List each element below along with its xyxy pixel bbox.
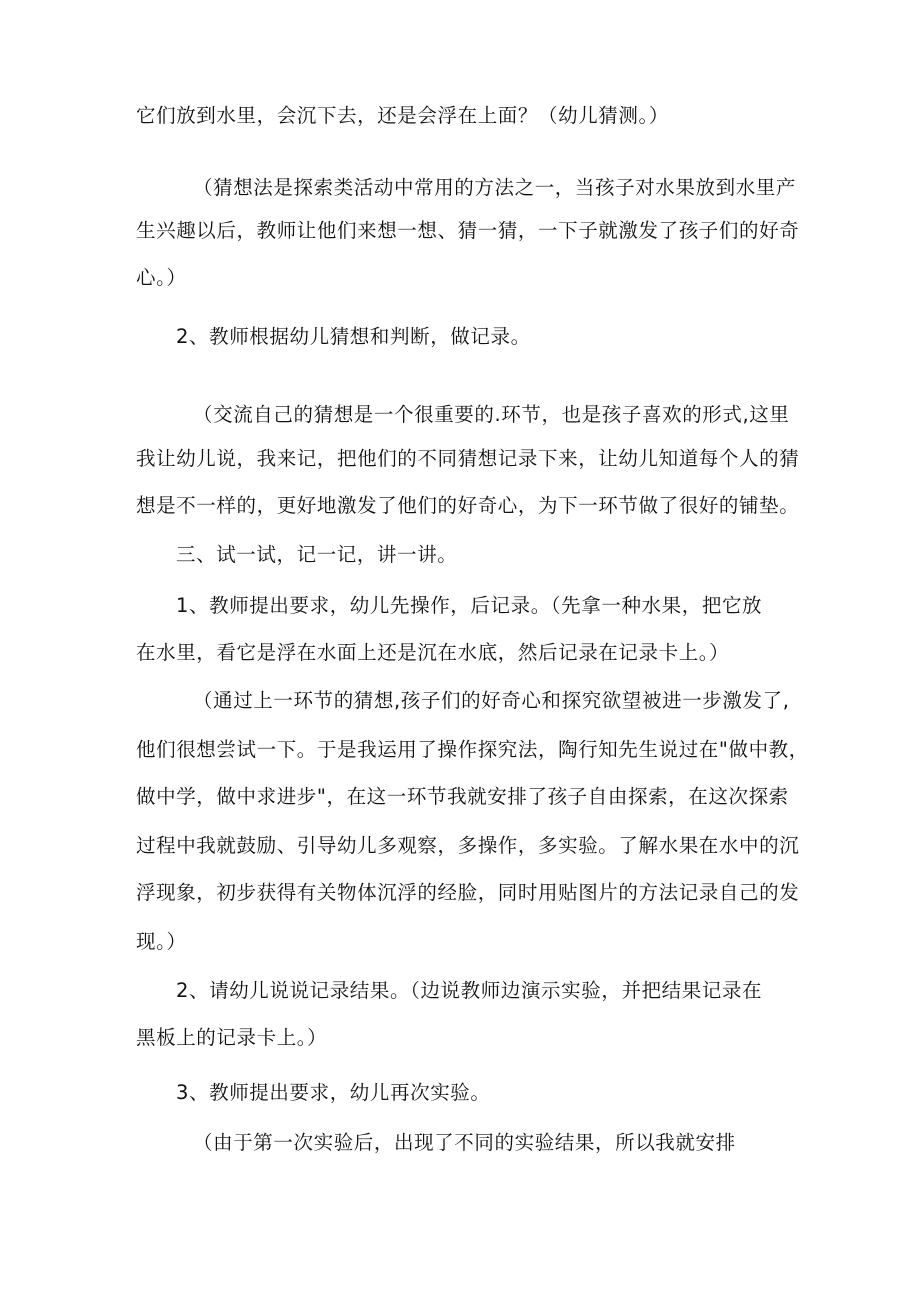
text-line: 2、教师根据幼儿猜想和判断，做记录。 bbox=[176, 325, 531, 348]
text-line: （由于第一次实验后，出现了不同的实验结果，所以我就安排 bbox=[193, 1131, 736, 1154]
text-line: 过程中我就鼓励、引导幼儿多观察，多操作，多实验。了解水果在水中的沉 bbox=[136, 834, 800, 857]
text-line: 它们放到水里，会沉下去，还是会浮在上面？（幼儿猜测。） bbox=[136, 104, 669, 127]
text-line: 我让幼儿说，我来记，把他们的不同猜想记录下来，让幼儿知道每个人的猜 bbox=[136, 447, 800, 470]
text-line: 想是不一样的，更好地激发了他们的好奇心，为下一环节做了很好的铺垫。 bbox=[136, 494, 800, 517]
text-line: 做中学，做中求进步"，在这一环节我就安排了孩子自由探索，在这次探索 bbox=[136, 785, 789, 808]
text-line: 黑板上的记录卡上。） bbox=[136, 1026, 328, 1049]
text-line: 1、教师提出要求，幼儿先操作，后记录。（先拿一种水果，把它放 bbox=[176, 594, 763, 617]
section-heading: 三、试一试，记一记，讲一讲。 bbox=[176, 543, 458, 566]
text-line: （猜想法是探索类活动中常用的方法之一，当孩子对水果放到水里产 bbox=[193, 176, 797, 199]
text-line: 现。） bbox=[136, 930, 187, 953]
text-line: 在水里，看它是浮在水面上还是沉在水底，然后记录在记录卡上。） bbox=[136, 641, 730, 664]
text-line: 2、请幼儿说说记录结果。（边说教师边演示实验，并把结果记录在 bbox=[176, 979, 763, 1002]
text-line: （交流自己的猜想是一个很重要的.环节，也是孩子喜欢的形式,这里 bbox=[193, 403, 790, 426]
text-line: （通过上一环节的猜想,孩子们的好奇心和探究欲望被进一步激发了, bbox=[193, 689, 790, 712]
text-line: 他们很想尝试一下。于是我运用了操作探究法，陶行知先生说过在"做中教， bbox=[136, 738, 809, 761]
text-line: 心。） bbox=[136, 266, 187, 289]
text-line: 生兴趣以后，教师让他们来想一想、猜一猜，一下子就激发了孩子们的好奇 bbox=[136, 219, 800, 242]
text-line: 浮现象，初步获得有关物体沉浮的经脸，同时用贴图片的方法记录自己的发 bbox=[136, 881, 800, 904]
text-line: 3、教师提出要求，幼儿再次实验。 bbox=[176, 1081, 491, 1104]
